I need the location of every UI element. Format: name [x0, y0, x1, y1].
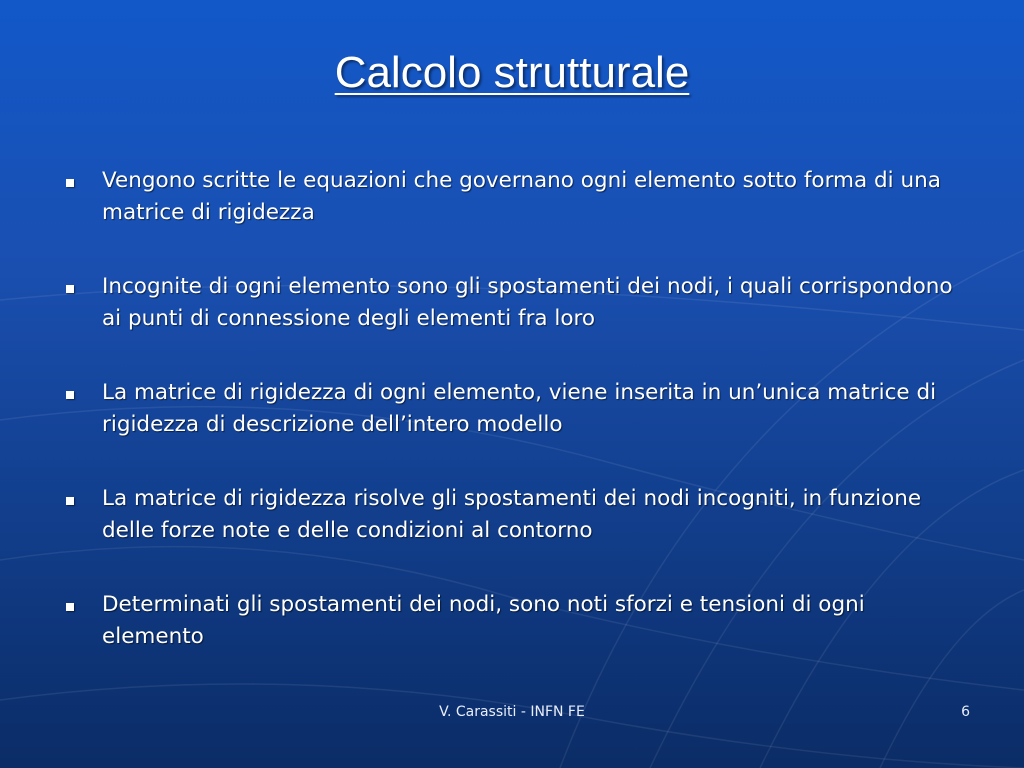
square-bullet-icon: [66, 179, 74, 187]
bullet-text: La matrice di rigidezza di ogni elemento, viene inserita in un’unica matrice di rigidezza di descrizione dell’intero modello: [102, 380, 937, 437]
bullet-list: [60, 165, 970, 695]
page-number: 6: [961, 704, 970, 720]
bullet-item: [60, 589, 970, 653]
square-bullet-icon: [66, 497, 74, 505]
slide-title: Calcolo strutturale: [334, 48, 690, 97]
square-bullet-icon: [66, 391, 74, 399]
bullet-text: La matrice di rigidezza risolve gli spostamenti dei nodi incogniti, in funzione delle forze note e delle condizioni al contorno: [102, 486, 922, 543]
bullet-item: [60, 483, 970, 547]
bullet-item: [60, 377, 970, 441]
footer-author: V. Carassiti - INFN FE: [439, 704, 585, 720]
bullet-text: Incognite di ogni elemento sono gli spostamenti dei nodi, i quali corrispondono ai punti di connessione degli elementi fra loro: [102, 274, 953, 331]
bullet-text: Vengono scritte le equazioni che governano ogni elemento sotto forma di una matrice di rigidezza: [102, 168, 941, 225]
square-bullet-icon: [66, 285, 74, 293]
bullet-item: [60, 271, 970, 335]
bullet-text: Determinati gli spostamenti dei nodi, sono noti sforzi e tensioni di ogni elemento: [102, 592, 865, 649]
square-bullet-icon: [66, 603, 74, 611]
bullet-item: [60, 165, 970, 229]
